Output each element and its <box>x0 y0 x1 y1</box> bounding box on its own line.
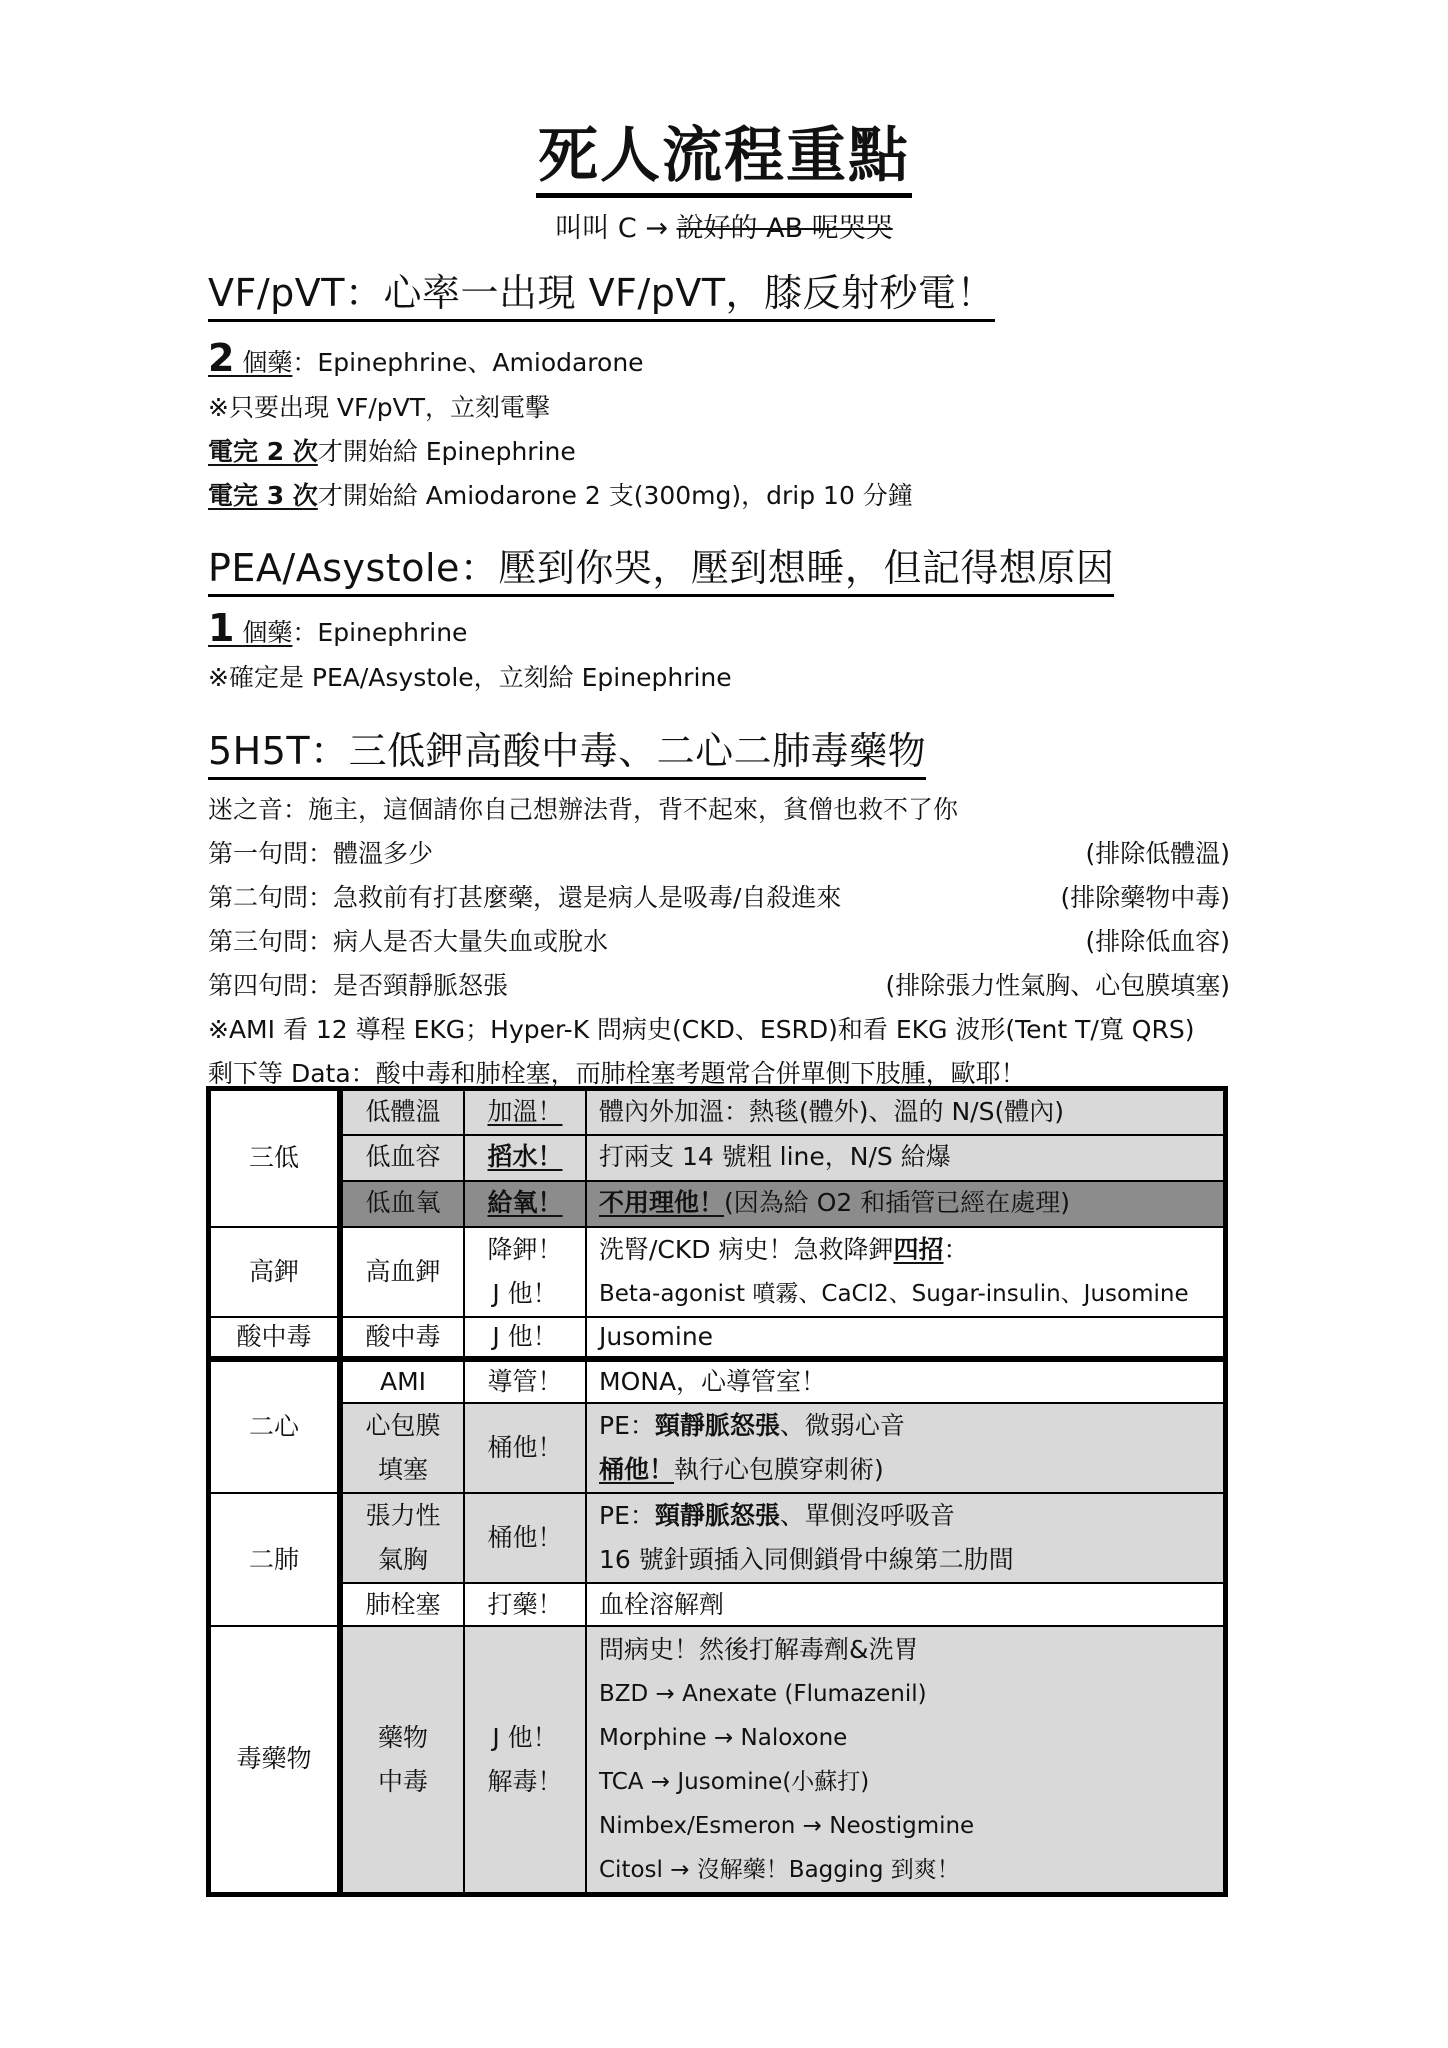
pea-drug-number: 1 <box>208 606 235 650</box>
cond-text: 藥物 <box>377 1722 428 1752</box>
question-text: 第三句問：病人是否大量失血或脫水 <box>208 927 609 956</box>
detail-text: 、微弱心音 <box>779 1411 905 1441</box>
cond-cell: 酸中毒 <box>340 1317 464 1359</box>
vf-step1 <box>208 432 576 468</box>
cond-cell: AMI <box>340 1359 464 1403</box>
detail-line <box>599 1448 1215 1492</box>
vf-drug-count <box>208 336 293 380</box>
vf-step2 <box>208 476 913 512</box>
question-rule-out: (排除低血容) <box>1085 927 1230 956</box>
table-row <box>209 1135 1226 1181</box>
action-text: 給氧！ <box>487 1188 563 1218</box>
table-row <box>209 1227 1226 1317</box>
detail-text: PE： <box>599 1501 655 1531</box>
vf-step2-emph: 電完 3 次 <box>208 481 318 510</box>
detail-line: Beta-agonist 噴霧、CaCl2、Sugar-insulin、Jusomine <box>599 1280 1189 1307</box>
pea-drug-list: ：Epinephrine <box>292 618 468 647</box>
vf-step1-text: 才開始給 Epinephrine <box>317 437 576 466</box>
pea-drugs <box>208 606 467 650</box>
action-text: 搯水！ <box>487 1142 563 1172</box>
cond-text: 填塞 <box>377 1455 428 1485</box>
detail-emph: 不用理他！ <box>599 1188 725 1218</box>
subtitle <box>0 206 1448 245</box>
action-text: J 他！ <box>492 1278 558 1308</box>
vf-step1-emph: 電完 2 次 <box>208 437 318 466</box>
h5t5-heading: 5H5T：三低鉀高酸中毒、二心二肺毒藥物 <box>208 720 926 780</box>
subtitle-plain: 叫叫 C → <box>555 213 668 244</box>
pea-drug-label: 個藥 <box>242 618 293 647</box>
action-cell: 桶他！ <box>464 1403 586 1493</box>
detail-cell: 打兩支 14 號粗 line，N/S 給爆 <box>586 1135 1226 1181</box>
detail-cell: Jusomine <box>586 1317 1226 1359</box>
vf-heading: VF/pVT：心率一出現 VF/pVT，膝反射秒電！ <box>208 262 995 322</box>
group-two-lung: 二肺 <box>209 1493 341 1626</box>
pea-note: ※確定是 PEA/Asystole，立刻給 Epinephrine <box>208 663 732 692</box>
detail-line <box>599 1228 1215 1272</box>
cond-cell: 低血氧 <box>340 1181 464 1227</box>
table-row <box>209 1317 1226 1359</box>
question-4 <box>208 966 1230 1002</box>
detail-line: TCA → Jusomine(小蘇打) <box>599 1768 870 1795</box>
subtitle-struck: 說好的 AB 呢哭哭 <box>676 213 893 244</box>
group-toxins: 毒藥物 <box>209 1626 341 1894</box>
table-row <box>209 1181 1226 1227</box>
detail-cell: 血栓溶解劑 <box>586 1583 1226 1626</box>
cond-cell: 高血鉀 <box>340 1227 464 1317</box>
detail-cell: 體內外加溫：熱毯(體外)、溫的 N/S(體內) <box>586 1089 1226 1135</box>
action-cell: 桶他！ <box>464 1493 586 1583</box>
cond-cell <box>340 1403 464 1493</box>
detail-line: 問病史！然後打解毒劑&洗胃 <box>599 1634 919 1664</box>
question-text: 第一句問：體溫多少 <box>208 839 434 868</box>
question-text: 第四句問：是否頸靜脈怒張 <box>208 971 509 1000</box>
detail-line <box>599 1404 1215 1448</box>
detail-cell <box>586 1493 1226 1583</box>
note-ami: ※AMI 看 12 導程 EKG；Hyper-K 問病史(CKD、ESRD)和看 EKG 波形(Tent T/寬 QRS) <box>208 1015 1195 1044</box>
action-cell: 打藥！ <box>464 1583 586 1626</box>
title-text: 死人流程重點 <box>536 121 912 198</box>
detail-text: ： <box>943 1234 969 1264</box>
question-3 <box>208 922 1230 958</box>
table-row <box>209 1493 1226 1583</box>
detail-text: (因為給 O2 和插管已經在處理) <box>724 1188 1071 1218</box>
cond-text: 中毒 <box>377 1766 428 1796</box>
detail-cell <box>586 1626 1226 1894</box>
table-row <box>209 1089 1226 1135</box>
vf-note: ※只要出現 VF/pVT，立刻電擊 <box>208 393 551 422</box>
action-text: 解毒！ <box>487 1766 563 1796</box>
cond-text: 氣胸 <box>377 1545 428 1575</box>
question-rule-out: (排除藥物中毒) <box>1060 883 1230 912</box>
question-1 <box>208 834 1230 870</box>
detail-cell <box>586 1403 1226 1493</box>
question-rule-out: (排除張力性氣胸、心包膜填塞) <box>885 971 1230 1000</box>
action-text: 加溫！ <box>487 1097 563 1127</box>
detail-line: Citosl → 沒解藥！Bagging 到爽！ <box>599 1856 960 1883</box>
cond-cell <box>340 1626 464 1894</box>
detail-line <box>599 1494 1215 1538</box>
action-text: 降鉀！ <box>487 1234 563 1264</box>
cond-cell: 低血容 <box>340 1135 464 1181</box>
vf-drug-label: 個藥 <box>242 348 293 377</box>
causes-table <box>206 1086 1228 1897</box>
vf-step2-text: 才開始給 Amiodarone 2 支(300mg)，drip 10 分鐘 <box>317 481 913 510</box>
detail-text: 洗腎/CKD 病史！急救降鉀 <box>599 1234 894 1264</box>
detail-line: BZD → Anexate (Flumazenil) <box>599 1680 927 1707</box>
action-cell <box>464 1181 586 1227</box>
detail-text: 、單側沒呼吸音 <box>779 1501 955 1531</box>
question-2 <box>208 878 1230 914</box>
group-acidosis: 酸中毒 <box>209 1317 341 1359</box>
detail-cell <box>586 1227 1226 1317</box>
cond-cell <box>340 1493 464 1583</box>
note-rest: 剩下等 Data：酸中毒和肺栓塞，而肺栓塞考題常合併單側下肢腫，歐耶！ <box>208 1059 1026 1088</box>
table-row <box>209 1626 1226 1894</box>
detail-text: 執行心包膜穿刺術) <box>674 1455 884 1485</box>
action-text: J 他！ <box>492 1722 558 1752</box>
action-cell <box>464 1626 586 1894</box>
action-cell <box>464 1227 586 1317</box>
h5t5-intro: 迷之音：施主，這個請你自己想辦法背，背不起來，貧僧也救不了你 <box>208 795 959 824</box>
question-text: 第二句問：急救前有打甚麼藥，還是病人是吸毒/自殺進來 <box>208 883 842 912</box>
detail-text: PE： <box>599 1411 655 1441</box>
table-row <box>209 1583 1226 1626</box>
table-row <box>209 1359 1226 1403</box>
vf-drug-list: ：Epinephrine、Amiodarone <box>292 348 644 377</box>
detail-line: Nimbex/Esmeron → Neostigmine <box>599 1812 975 1839</box>
group-two-heart: 二心 <box>209 1359 341 1493</box>
cond-text: 張力性 <box>365 1501 441 1531</box>
detail-cell: MONA，心導管室！ <box>586 1359 1226 1403</box>
detail-line: Morphine → Naloxone <box>599 1724 848 1751</box>
group-hyperk: 高鉀 <box>209 1227 341 1317</box>
detail-cell <box>586 1181 1226 1227</box>
cond-cell: 低體溫 <box>340 1089 464 1135</box>
question-rule-out: (排除低體溫) <box>1085 839 1230 868</box>
detail-emph: 頸靜脈怒張 <box>654 1411 780 1441</box>
detail-emph: 頸靜脈怒張 <box>654 1501 780 1531</box>
detail-emph: 桶他！ <box>599 1455 675 1485</box>
vf-drug-number: 2 <box>208 336 235 380</box>
detail-emph: 四招 <box>893 1234 944 1264</box>
action-cell: J 他！ <box>464 1317 586 1359</box>
action-cell: 導管！ <box>464 1359 586 1403</box>
pea-drug-count <box>208 606 293 650</box>
cond-cell: 肺栓塞 <box>340 1583 464 1626</box>
detail-line: 16 號針頭插入同側鎖骨中線第二肋間 <box>599 1545 1014 1575</box>
page-title <box>0 108 1448 194</box>
group-three-low: 三低 <box>209 1089 341 1227</box>
action-cell <box>464 1135 586 1181</box>
vf-drugs <box>208 336 644 380</box>
action-cell <box>464 1089 586 1135</box>
pea-heading: PEA/Asystole：壓到你哭，壓到想睡，但記得想原因 <box>208 537 1114 597</box>
table-row <box>209 1403 1226 1493</box>
cond-text: 心包膜 <box>365 1411 441 1441</box>
